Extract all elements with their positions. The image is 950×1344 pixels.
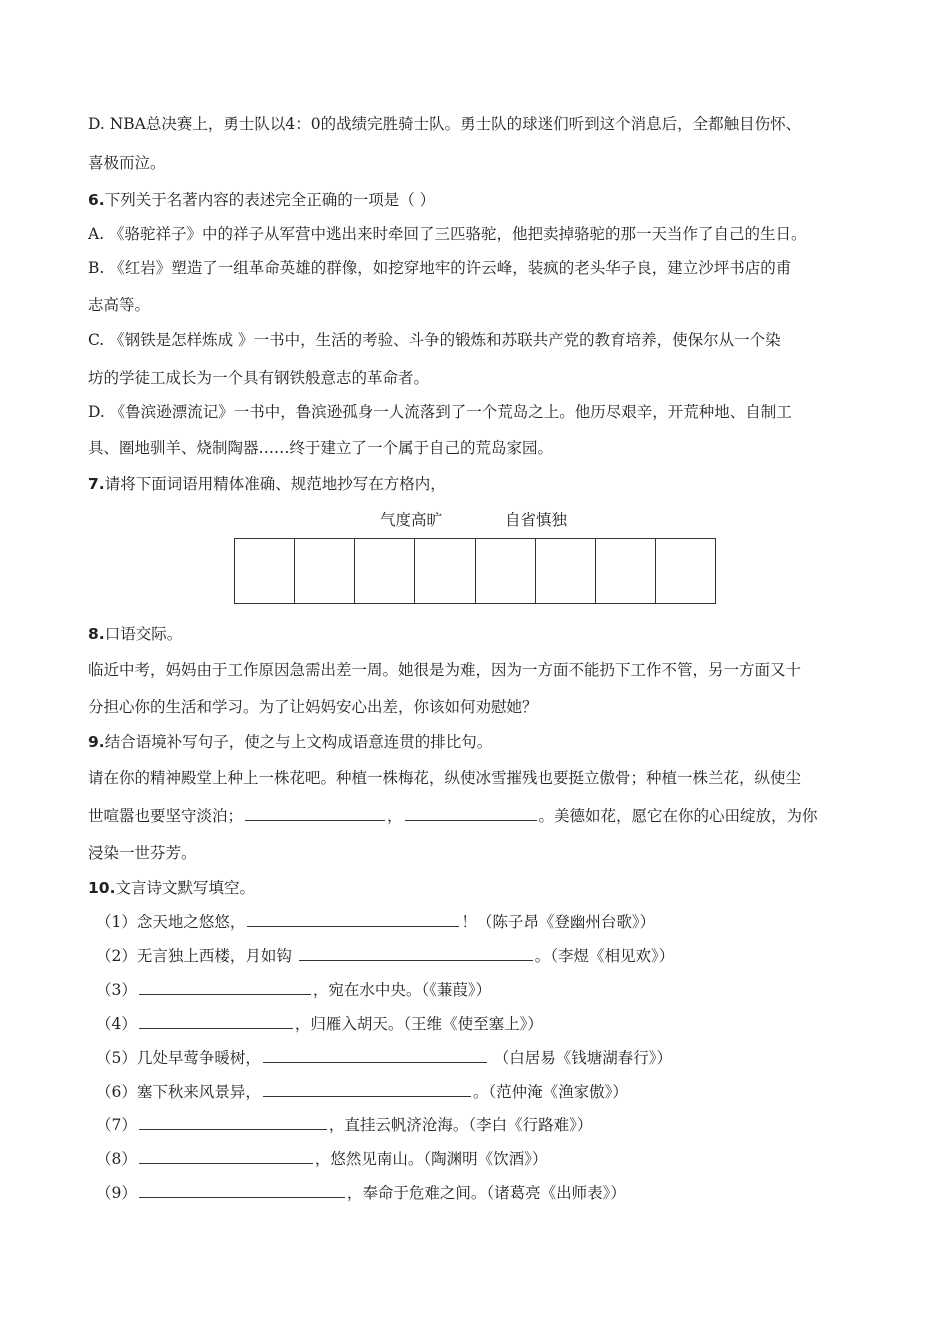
- grid-cell[interactable]: [596, 539, 656, 603]
- q6-option-c-line2: 坊的学徒工成长为一个具有钢铁般意志的革命者。: [88, 369, 430, 387]
- item-suffix: ，宛在水中央。（《蒹葭》）: [312, 981, 492, 999]
- q6-option-b-line1: B. 《红岩》塑造了一组革命英雄的群像，如挖穿地牢的许云峰，装疯的老头华子良，建立沙坪书店的甫: [88, 259, 792, 277]
- answer-blank[interactable]: [299, 945, 533, 961]
- item-suffix: ，直挂云帆济沧海。（李白《行路难》）: [328, 1116, 593, 1134]
- q10-item-6: [96, 1081, 628, 1102]
- item-suffix: ，奉命于危难之间。（诸葛亮《出师表》）: [346, 1184, 626, 1202]
- item-prefix: （1）念天地之悠悠，: [96, 913, 246, 931]
- q5-option-d-line2: 喜极而泣。: [88, 154, 166, 172]
- grid-cell[interactable]: [476, 539, 536, 603]
- q10-item-3: [96, 979, 491, 1000]
- q8-heading: [88, 624, 182, 644]
- grid-cell[interactable]: [235, 539, 295, 603]
- item-prefix: （4）: [96, 1015, 137, 1033]
- q9-blank-1[interactable]: [245, 805, 385, 821]
- q9-paragraph-line3: 浸染一世芬芳。: [88, 844, 197, 862]
- answer-blank[interactable]: [263, 1081, 471, 1097]
- item-prefix: （5）几处早莺争暖树，: [96, 1049, 261, 1067]
- q5-option-d-line1: D. NBA总决赛上，勇士队以4：0的战绩完胜骑士队。勇士队的球迷们听到这个消息后，全都触目伤怀、: [88, 115, 802, 133]
- item-suffix: 。（李煜《相见欢》）: [534, 947, 675, 965]
- item-suffix: ！（陈子昂《登幽州台歌》）: [461, 913, 656, 931]
- q10-item-7: [96, 1114, 592, 1135]
- q10-stem: 文言诗文默写填空。: [115, 879, 255, 897]
- grid-cell[interactable]: [295, 539, 355, 603]
- item-prefix: （9）: [96, 1184, 137, 1202]
- q10-heading: [88, 878, 255, 898]
- q6-option-d-line1: D. 《鲁滨逊漂流记》一书中，鲁滨逊孤身一人流落到了一个荒岛之上。他历尽艰辛，开荒种地、自制工: [88, 403, 792, 421]
- q7-heading: [88, 474, 446, 494]
- item-suffix: （白居易《钱塘湖春行》）: [488, 1049, 673, 1067]
- item-prefix: （8）: [96, 1150, 137, 1168]
- grid-cell[interactable]: [656, 539, 715, 603]
- q6-option-d-line2: 具、圈地驯羊、烧制陶器……终于建立了一个属于自己的荒岛家园。: [88, 439, 554, 457]
- q6-option-c-line1: C. 《钢铁是怎样炼成 》一书中，生活的考验、斗争的锻炼和苏联共产党的教育培养，使保尔从一个染: [88, 331, 781, 349]
- q9-paragraph-line1: 请在你的精神殿堂上种上一株花吧。种植一株梅花，纵使冰雪摧残也要挺立傲骨；种植一株兰花，纵使尘: [88, 769, 802, 787]
- answer-blank[interactable]: [263, 1047, 487, 1063]
- q10-number: 10.: [88, 879, 116, 897]
- answer-blank[interactable]: [139, 1013, 293, 1029]
- q9-blank-2[interactable]: [405, 805, 537, 821]
- q9-paragraph-line2: [88, 805, 818, 826]
- item-suffix: 。（范仲淹《渔家傲》）: [472, 1083, 628, 1101]
- q6-stem: 下列关于名著内容的表述完全正确的一项是（ ）: [104, 191, 436, 209]
- q8-paragraph-line1: 临近中考，妈妈由于工作原因急需出差一周。她很是为难，因为一方面不能扔下工作不管，另一方面又十: [88, 661, 802, 679]
- item-suffix: ，归雁入胡天。（王维《使至塞上》）: [294, 1015, 543, 1033]
- q10-item-9: [96, 1182, 626, 1203]
- item-prefix: （6）塞下秋来风景异，: [96, 1083, 261, 1101]
- answer-blank[interactable]: [247, 911, 459, 927]
- q6-option-b-line2: 志高等。: [88, 296, 151, 314]
- grid-cell[interactable]: [355, 539, 415, 603]
- q9-text-b: ，: [387, 807, 403, 825]
- q9-stem: 结合语境补写句子，使之与上文构成语意连贯的排比句。: [104, 733, 493, 751]
- q9-heading: [88, 732, 492, 752]
- grid-cell[interactable]: [415, 539, 475, 603]
- q9-text-a: 世喧嚣也要坚守淡泊；: [88, 807, 244, 825]
- q7-writing-grid[interactable]: [234, 538, 716, 604]
- q6-heading: [88, 190, 435, 210]
- q10-item-1: [96, 911, 655, 932]
- q9-number: 9.: [88, 733, 105, 751]
- q6-number: 6.: [88, 191, 105, 209]
- q7-number: 7.: [88, 475, 105, 493]
- grid-cell[interactable]: [536, 539, 596, 603]
- item-prefix: （2）无言独上西楼，月如钩: [96, 947, 297, 965]
- q7-word-1: 气度高旷: [380, 511, 443, 529]
- q10-item-5: [96, 1047, 672, 1068]
- answer-blank[interactable]: [139, 1114, 327, 1130]
- q6-option-a: A. 《骆驼祥子》中的祥子从军营中逃出来时牵回了三匹骆驼，他把卖掉骆驼的那一天当作了自己的生日。: [88, 225, 807, 243]
- q7-word-2: 自省慎独: [505, 511, 568, 529]
- q8-number: 8.: [88, 625, 105, 643]
- q10-item-8: [96, 1148, 547, 1169]
- q8-paragraph-line2: 分担心你的生活和学习。为了让妈妈安心出差，你该如何劝慰她？: [88, 698, 538, 716]
- item-suffix: ，悠然见南山。（陶渊明《饮酒》）: [314, 1150, 548, 1168]
- q10-item-2: [96, 945, 674, 966]
- q9-text-c: 。美德如花，愿它在你的心田绽放，为你: [538, 807, 818, 825]
- q8-stem: 口语交际。: [104, 625, 183, 643]
- item-prefix: （7）: [96, 1116, 137, 1134]
- answer-blank[interactable]: [139, 1182, 345, 1198]
- item-prefix: （3）: [96, 981, 137, 999]
- q7-stem: 请将下面词语用精体准确、规范地抄写在方格内，: [104, 475, 446, 493]
- q10-item-4: [96, 1013, 543, 1034]
- answer-blank[interactable]: [139, 979, 311, 995]
- answer-blank[interactable]: [139, 1148, 313, 1164]
